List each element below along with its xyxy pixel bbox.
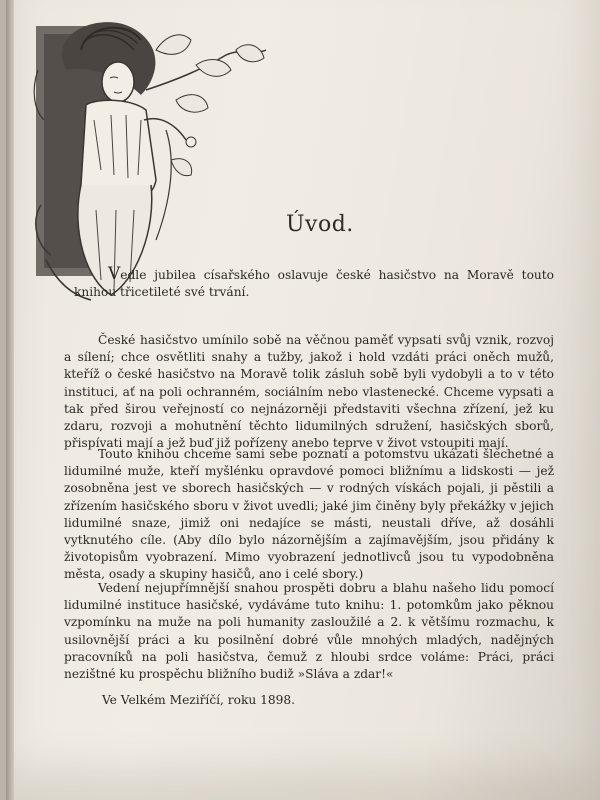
- paragraph-1: [74, 266, 554, 301]
- paragraph-1-text: edle jubilea císařského oslavuje české hasičstvo na Moravě touto knihou třicetileté své trvání.: [74, 268, 554, 300]
- place-and-date: Ve Velkém Meziříčí, roku 1898.: [102, 693, 295, 707]
- paragraph-3: Touto knihou chceme sami sebe poznati a potomstvu ukázati šlechetné a lidumilné muže, kteří myšlénku opravdové pomoci bližnímu a lidskosti — jež zosobněna jest ve sborech hasičských — v rodných vískách pojali, ji pěstili a zřízením hasičského sboru v život uvedli; jaké jim činěny byly překážky v jejich lidumilné snaze, jimiž oni nedajíce se másti, neustali dříve, až dosáhli vytknutého cíle. (Aby dílo bylo názornějším a zajímavějším, jsou přidány k životopisům vyobrazení. Mimo vyobrazení jednotlivců jsou tu vypodobněna města, osady a skupiny hasičů, ano i celé sbory.): [64, 447, 554, 582]
- paragraph-2: České hasičstvo umínilo sobě na věčnou paměť vypsati svůj vznik, rozvoj a sílení; chce osvětliti snahy a tužby, jakož i hold vzdáti práci oněch mužů, kteříž o české hasičstvo na Moravě tolik zásluh sobě byli vydobyli a to v této instituci, ať na poli ochranném, sociálním nebo vlastenecké. Chceme vypsati a tak před širou veřejností co nejnázorněji představiti všechna zřízení, jež ku zdaru, rozvoji a mohutnění těchto lidumilných sdružení, hasičských sborů, přispívati mají a jež buď již pořízeny anebo teprve v život vstoupiti mají.: [64, 333, 554, 451]
- art-nouveau-woman-with-flowers-icon: [26, 10, 271, 310]
- paragraph-4: Vedení nejupřímnější snahou prospěti dobru a blahu našeho lidu pomocí lidumilné instituce hasičské, vydáváme tuto knihu: 1. potomkům jako pěknou vzpomínku na muže na poli humanity zasloužilé a 2. k většímu rozmachu, k usilovnější práci a ku posilnění dobré vůle mnohých mladých, nadějných pracovníků na poli hasičstva, čemuž z hloubi srdce voláme: Práci, práci nezištné ku prospěchu bližního budiž »Sláva a zdar!«: [64, 581, 554, 682]
- book-page: [6, 0, 600, 800]
- page-title: Úvod.: [286, 212, 354, 237]
- page-binding-edge: [6, 0, 14, 800]
- drop-initial: V: [108, 264, 121, 284]
